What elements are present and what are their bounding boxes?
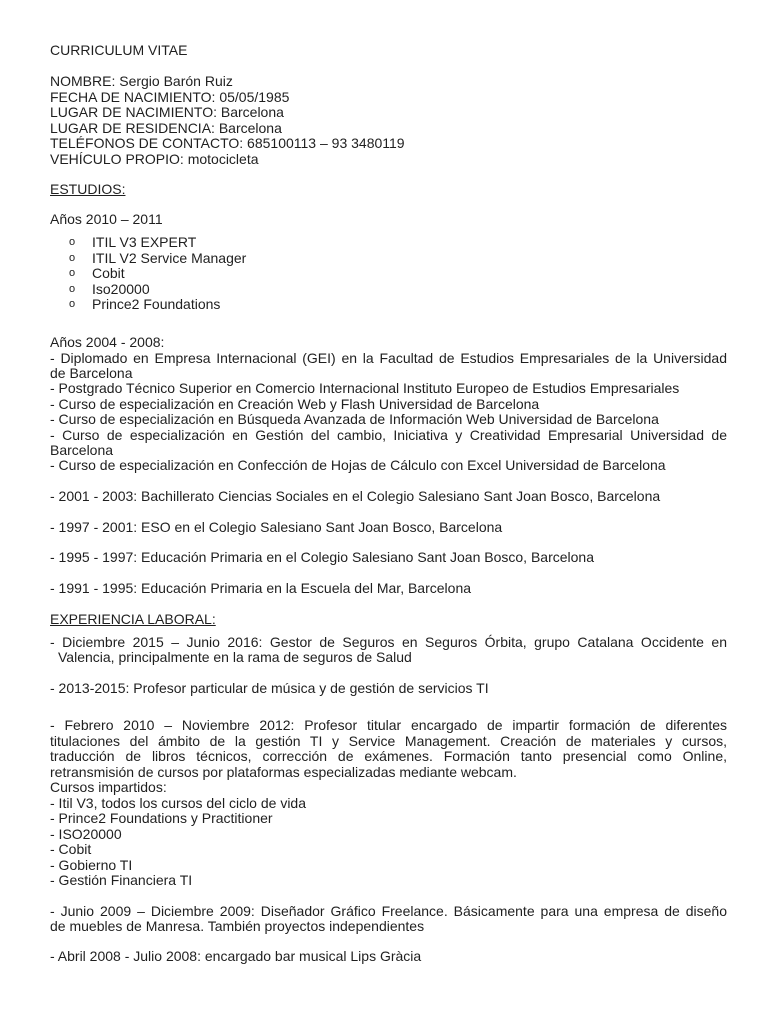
school-item: - 2001 - 2003: Bachillerato Ciencias Sociales en el Colegio Salesiano Sant Joan Bosco, Barcelona: [50, 487, 661, 504]
experience-bar: - Abril 2008 - Julio 2008: encargado bar musical Lips Gràcia: [50, 948, 422, 964]
experience-heading: EXPERIENCIA LABORAL:: [50, 610, 216, 627]
certification-item: Iso20000: [92, 280, 150, 297]
years-2010-heading: Años 2010 – 2011: [50, 211, 163, 227]
experience-titular: traducción de libros técnicos, corrección de exámenes. Formación tanto presencial como Online,: [50, 748, 727, 764]
study-item: - Curso de especialización en Gestión del cambio, Iniciativa y Creatividad Empresarial Universidad de: [50, 426, 727, 443]
course-item: - ISO20000: [50, 825, 122, 842]
personal-birth-date: FECHA DE NACIMIENTO: 05/05/1985: [50, 88, 290, 105]
bullet-icon: o: [69, 236, 76, 248]
study-item: - Postgrado Técnico Superior en Comercio Internacional Instituto Europeo de Estudios Empresariales: [50, 380, 680, 396]
experience-titular: retransmisión de cursos por plataformas especializadas mediante webcam.: [50, 763, 517, 780]
study-item: de Barcelona: [50, 365, 133, 381]
school-item: - 1991 - 1995: Educación Primaria en la Escuela del Mar, Barcelona: [50, 580, 472, 596]
document-title: CURRICULUM VITAE: [50, 42, 188, 58]
experience-orbita: - Diciembre 2015 – Junio 2016: Gestor de Seguros en Seguros Órbita, grupo Catalana Occidente en: [50, 633, 727, 650]
certification-item: Prince2 Foundations: [92, 296, 221, 312]
bullet-icon: o: [69, 251, 76, 264]
bullet-icon: o: [69, 298, 76, 310]
study-item: - Curso de especialización en Creación Web y Flash Universidad de Barcelona: [50, 395, 540, 412]
course-item: - Gobierno TI: [50, 856, 133, 873]
study-item: - Curso de especialización en Confección de Hojas de Cálculo con Excel Universidad de Barcelona: [50, 457, 666, 473]
studies-heading: ESTUDIOS:: [50, 181, 126, 197]
experience-titular: titulaciones del ámbito de la gestión TI y Service Management. Creación de materiales y cursos,: [50, 732, 727, 749]
study-item: Barcelona: [50, 442, 114, 458]
personal-birth-place: LUGAR DE NACIMIENTO: Barcelona: [50, 104, 284, 120]
bullet-icon: o: [69, 282, 76, 295]
certification-item: Cobit: [92, 265, 125, 281]
personal-phones: TELÉFONOS DE CONTACTO: 685100113 – 93 3480119: [50, 135, 405, 151]
certification-item: ITIL V2 Service Manager: [92, 249, 247, 266]
course-item: - Gestión Financiera TI: [50, 872, 193, 888]
experience-disenador: - Junio 2009 – Diciembre 2009: Diseñador Gráfico Freelance. Básicamente para una empresa de diseño: [50, 902, 727, 919]
school-item: - 1995 - 1997: Educación Primaria en el Colegio Salesiano Sant Joan Bosco, Barcelona: [50, 549, 594, 565]
certification-item: ITIL V3 EXPERT: [92, 234, 197, 250]
years-2004-heading: Años 2004 - 2008:: [50, 334, 165, 350]
experience-titular: - Febrero 2010 – Noviembre 2012: Profesor titular encargado de impartir formación de diferentes: [50, 717, 727, 733]
course-item: - Cobit: [50, 841, 92, 857]
personal-name: NOMBRE: Sergio Barón Ruiz: [50, 73, 233, 89]
school-item: - 1997 - 2001: ESO en el Colegio Salesiano Sant Joan Bosco, Barcelona: [50, 518, 503, 535]
experience-profesor: - 2013-2015: Profesor particular de música y de gestión de servicios TI: [50, 680, 489, 696]
personal-residence: LUGAR DE RESIDENCIA: Barcelona: [50, 119, 282, 136]
courses-heading: Cursos impartidos:: [50, 779, 167, 795]
experience-orbita-cont: Valencia, principalmente en la rama de seguros de Salud: [58, 649, 412, 665]
course-item: - Prince2 Foundations y Practitioner: [50, 810, 273, 826]
study-item: - Diplomado en Empresa Internacional (GEI) en la Facultad de Estudios Empresariales de la Universidad: [50, 349, 727, 366]
study-item: - Curso de especialización en Búsqueda Avanzada de Información Web Universidad de Barcelona: [50, 411, 659, 427]
personal-vehicle: VEHÍCULO PROPIO: motocicleta: [50, 150, 259, 167]
course-item: - Itil V3, todos los cursos del ciclo de vida: [50, 794, 307, 811]
experience-disenador: de muebles de Manresa. También proyectos independientes: [50, 918, 425, 934]
bullet-icon: o: [69, 267, 76, 279]
